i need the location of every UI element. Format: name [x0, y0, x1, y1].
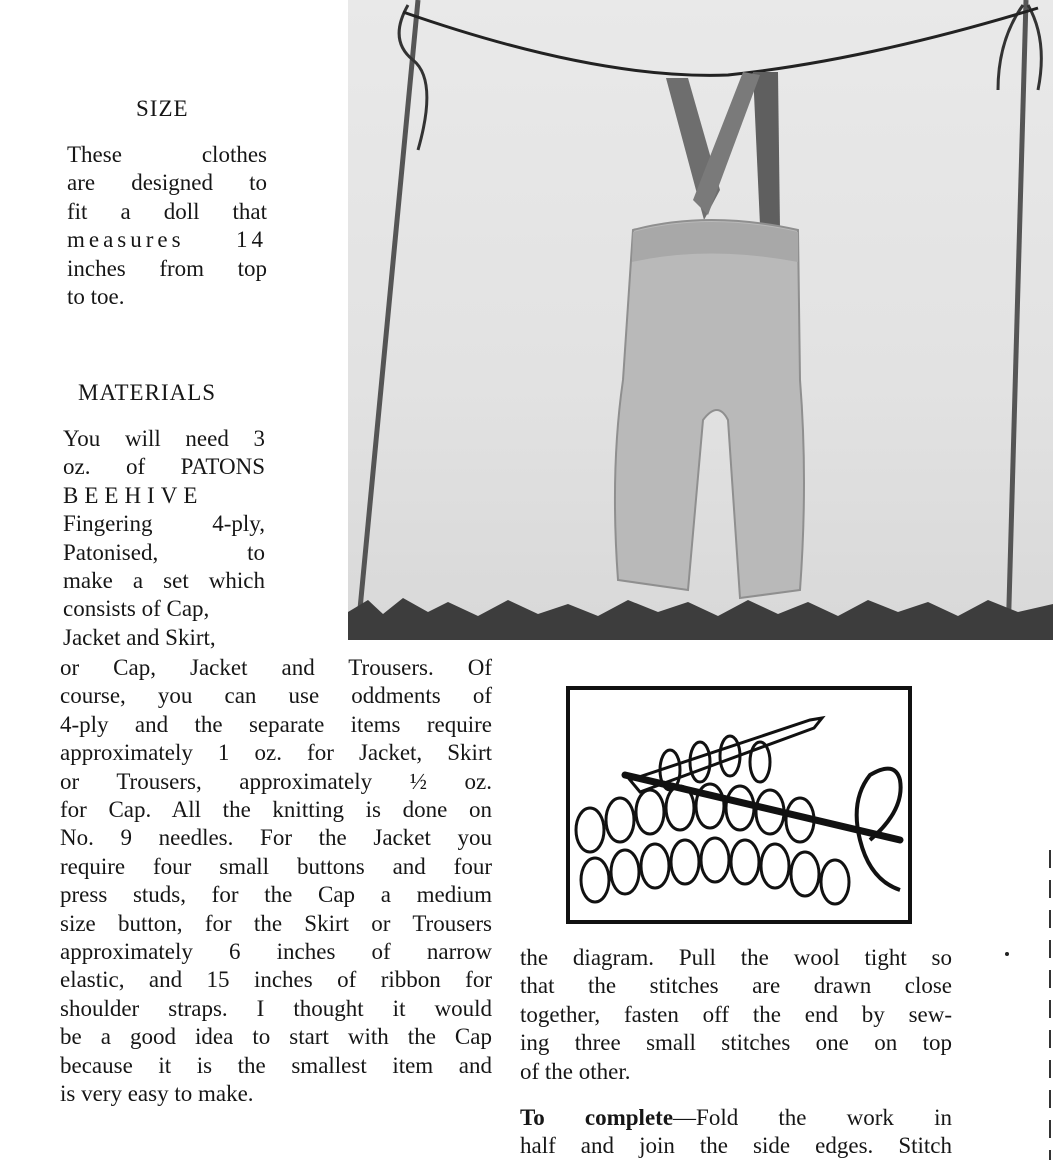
size-line: These clothes	[67, 142, 267, 167]
materials-line: course, you can use oddments of	[60, 683, 492, 709]
right-line: the diagram. Pull the wool tight so	[520, 945, 952, 970]
knitting-diagram	[566, 686, 912, 924]
materials-line: make a set which	[63, 568, 265, 594]
materials-line: or Cap, Jacket and Trousers. Of	[60, 655, 492, 680]
materials-line: consists of Cap,	[63, 596, 210, 622]
materials-line: You will need 3	[63, 426, 265, 451]
trousers-photograph	[348, 0, 1053, 640]
to-complete-line: half and join the side edges. Stitch	[520, 1133, 952, 1159]
size-line: inches from top	[67, 255, 267, 281]
materials-paragraph-wide	[60, 654, 492, 1109]
materials-line: BEEHIVE	[63, 482, 204, 508]
size-line: measures 14	[67, 227, 267, 253]
materials-line: approximately 6 inches of narrow	[60, 939, 492, 965]
stray-dot	[1005, 952, 1009, 956]
materials-line: No. 9 needles. For the Jacket you	[60, 825, 492, 851]
knitting-diagram-illustration	[570, 690, 908, 920]
materials-line: oz. of PATONS	[63, 454, 265, 480]
to-complete-line	[520, 1104, 952, 1132]
right-pole	[1008, 0, 1026, 640]
to-complete-rest: —Fold the work in	[673, 1105, 952, 1130]
strap	[753, 72, 780, 230]
trousers-photo-illustration	[348, 0, 1053, 640]
materials-line: shoulder straps. I thought it would	[60, 995, 492, 1021]
materials-line: Fingering 4-ply,	[63, 511, 265, 537]
knitted-trousers	[615, 220, 804, 598]
materials-line: 4-ply and the separate items require	[60, 711, 492, 737]
right-line: of the other.	[520, 1058, 631, 1084]
size-heading: SIZE	[136, 96, 189, 121]
materials-line: be a good idea to start with the Cap	[60, 1024, 492, 1050]
materials-line: Patonised, to	[63, 539, 265, 565]
size-line: to toe.	[67, 284, 125, 310]
right-line: together, fasten off the end by sew-	[520, 1001, 952, 1027]
size-line: fit a doll that	[67, 198, 267, 224]
materials-line: for Cap. All the knitting is done on	[60, 797, 492, 823]
size-line: are designed to	[67, 170, 267, 196]
materials-heading: MATERIALS	[78, 380, 217, 405]
to-complete-paragraph	[520, 1104, 952, 1161]
size-paragraph	[67, 141, 267, 311]
page-edge-marks	[1049, 850, 1051, 1160]
materials-line: because it is the smallest item and	[60, 1052, 492, 1078]
grass	[348, 598, 1053, 640]
materials-line: elastic, and 15 inches of ribbon for	[60, 967, 492, 993]
washing-line	[403, 8, 1038, 75]
materials-paragraph-narrow	[63, 425, 265, 652]
materials-line: Jacket and Skirt,	[63, 624, 216, 650]
materials-line: require four small buttons and four	[60, 853, 492, 879]
materials-line: is very easy to make.	[60, 1081, 254, 1107]
left-pole	[358, 0, 418, 630]
right-line: ing three small stitches one on top	[520, 1030, 952, 1056]
right-column-paragraph	[520, 944, 952, 1086]
to-complete-label: To complete	[520, 1105, 674, 1130]
materials-line: approximately 1 oz. for Jacket, Skirt	[60, 740, 492, 766]
right-line: that the stitches are drawn close	[520, 973, 952, 999]
materials-line: press studs, for the Cap a medium	[60, 882, 492, 908]
materials-line: or Trousers, approximately ½ oz.	[60, 768, 492, 794]
materials-line: size button, for the Skirt or Trousers	[60, 910, 492, 936]
